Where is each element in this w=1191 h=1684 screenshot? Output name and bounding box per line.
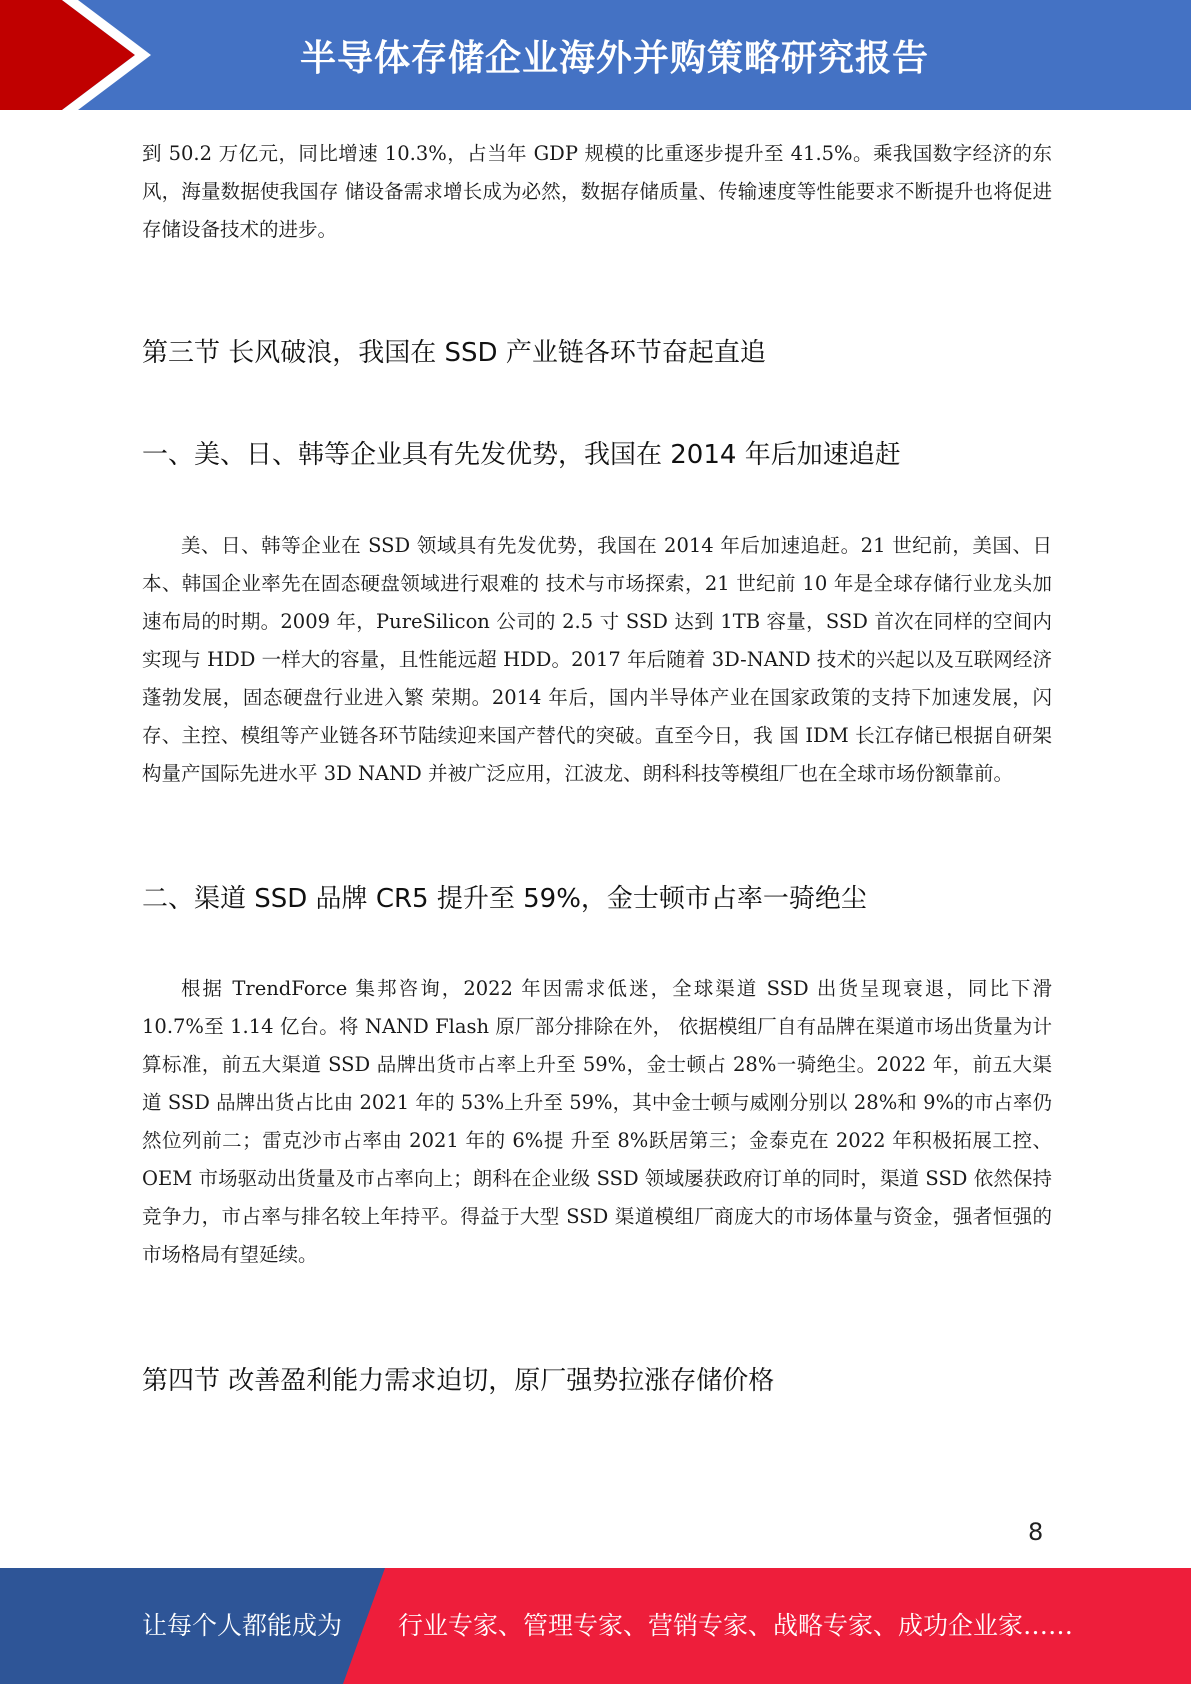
section-3-heading: 第三节 长风破浪，我国在 SSD 产业链各环节奋起直追	[142, 338, 766, 368]
header-arrow-decoration	[0, 0, 160, 110]
subsection-2-paragraph: 根据 TrendForce 集邦咨询，2022 年因需求低迷，全球渠道 SSD 出货呈现衰退，同比下滑 10.7%至 1.14 亿台。将 NAND Flash 原厂部分排除在外， 依据模组厂自有品牌在渠道市场出货量为计算标准，前五大渠道 SSD 品牌出货市占率上升至 59%，金士顿占 28%一骑绝尘。2022 年，前五大渠 道 SSD 品牌出货占比由 2021 年的 53%上升至 59%，其中金士顿与威刚分别以 28%和 9%的市占率仍然位列前二；雷克沙市占率由 2021 年的 6%提 升至 8%跃居第三；金泰克在 2022 年积极拓展工控、OEM 市场驱动出货量及市占率向上；朗科在企业级 SSD 领域屡获政府订单的同时，渠道 SSD 依然保持竞争力，市占率与排名较上年持平。得益于大型 SSD 渠道模组厂商庞大的市场体量与资金，强者恒强的市场格局有望延续。	[142, 977, 1052, 1266]
report-title: 半导体存储企业海外并购策略研究报告	[300, 38, 930, 79]
page-number: 8	[1028, 1518, 1044, 1546]
subsection-1-paragraph: 美、日、韩等企业在 SSD 领域具有先发优势，我国在 2014 年后加速追赶。21 世纪前，美国、日本、韩国企业率先在固态硬盘领域进行艰难的 技术与市场探索，21 世纪前 10 年是全球存储行业龙头加速布局的时期。2009 年，PureSilicon 公司的 2.5 寸 SSD 达到 1TB 容量，SSD 首次在同样的空间内实现与 HDD 一样大的容量，且性能远超 HDD。2017 年后随着 3D-NAND 技术的兴起以及互联网经济蓬勃发展，固态硬盘行业进入繁 荣期。2014 年后，国内半导体产业在国家政策的支持下加速发展，闪存、主控、模组等产业链各环节陆续迎来国产替代的突破。直至今日，我 国 IDM 长江存储已根据自研架构量产国际先进水平 3D NAND 并被广泛应用，江波龙、朗科科技等模组厂也在全球市场份额靠前。	[142, 534, 1052, 785]
header-band	[0, 0, 1191, 110]
subsection-1-heading: 一、美、日、韩等企业具有先发优势，我国在 2014 年后加速追赶	[142, 440, 901, 470]
footer-slogan-right: 行业专家、管理专家、营销专家、战略专家、成功企业家……	[398, 1611, 1074, 1640]
footer-slogan-left: 让每个人都能成为	[142, 1611, 343, 1640]
intro-paragraph: 到 50.2 万亿元，同比增速 10.3%，占当年 GDP 规模的比重逐步提升至 41.5%。乘我国数字经济的东风，海量数据使我国存 储设备需求增长成为必然，数据存储质量、传输速度等性能要求不断提升也将促进存储设备技术的进步。	[142, 142, 1052, 241]
subsection-2-heading: 二、渠道 SSD 品牌 CR5 提升至 59%，金士顿市占率一骑绝尘	[142, 884, 867, 914]
footer-band	[0, 1568, 1191, 1684]
section-4-heading: 第四节 改善盈利能力需求迫切，原厂强势拉涨存储价格	[142, 1366, 775, 1396]
